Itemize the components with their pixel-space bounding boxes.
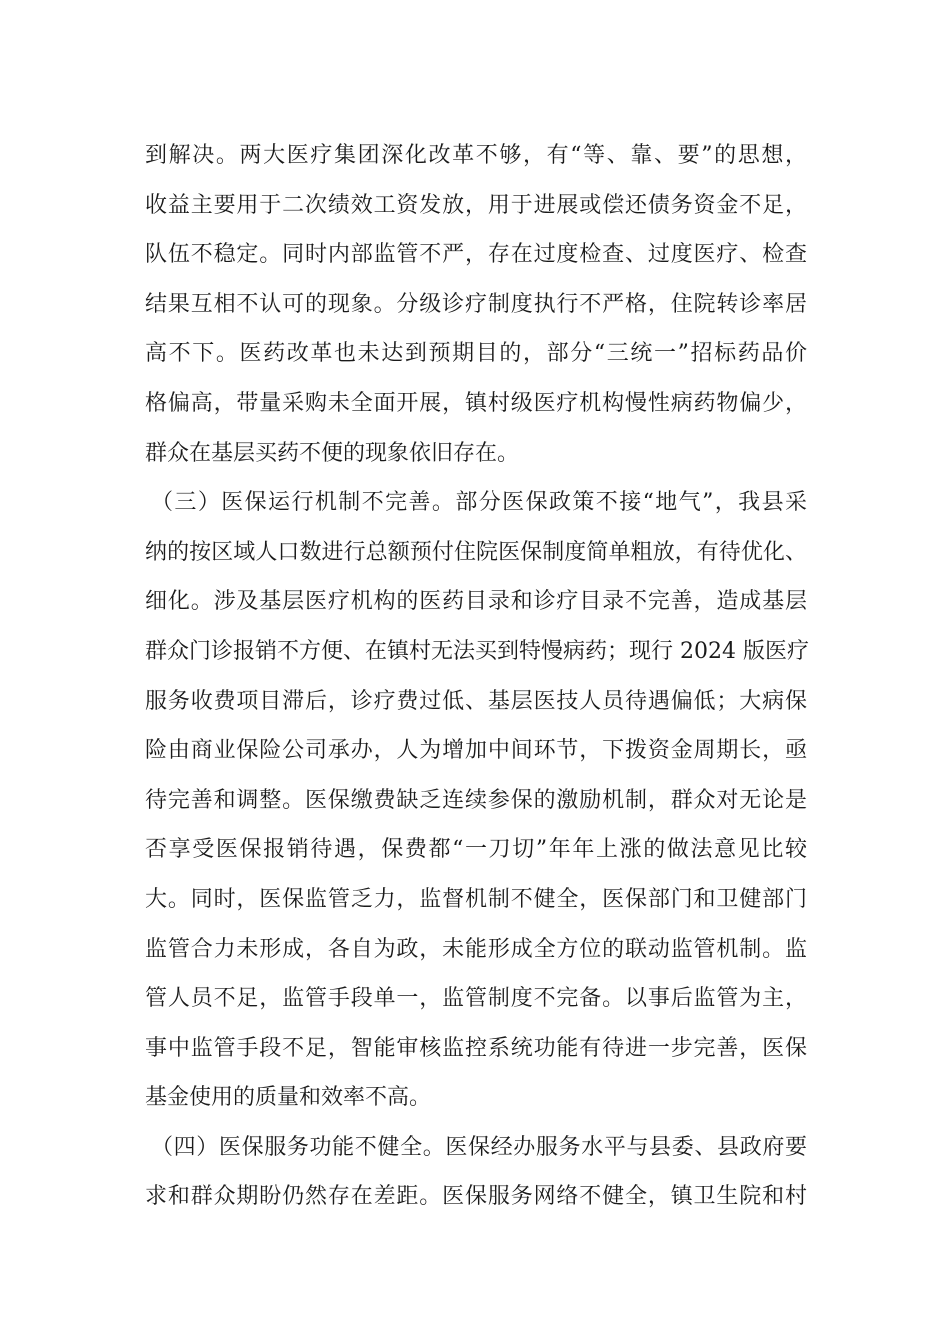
text-line: 群众在基层买药不便的现象依旧存在。	[145, 440, 520, 466]
text-line: 求和群众期盼仍然存在差距。医保服务网络不健全，镇卫生院和村	[145, 1184, 807, 1210]
text-line: 到解决。两大医疗集团深化改革不够，有“等、靠、要”的思想，	[145, 143, 807, 168]
text-line: 格偏高，带量采购未全面开展，镇村级医疗机构慢性病药物偏少，	[145, 390, 807, 416]
text-line: 群众门诊报销不方便、在镇村无法买到特慢病药；现行 2024 版医疗	[145, 638, 809, 664]
text-line: 基金使用的质量和效率不高。	[145, 1085, 432, 1111]
text-line: 管人员不足，监管手段单一，监管制度不完备。以事后监管为主，	[145, 986, 807, 1012]
document-page	[145, 131, 807, 1222]
text-line: 服务收费项目滞后，诊疗费过低、基层医技人员待遇偏低；大病保	[145, 688, 807, 714]
paragraph-3	[145, 1123, 807, 1222]
section-heading-line: （四）医保服务功能不健全。医保经办服务水平与县委、县政府要	[151, 1134, 807, 1160]
text-line: 细化。涉及基层医疗机构的医药目录和诊疗目录不完善，造成基层	[145, 589, 807, 615]
text-line: 事中监管手段不足，智能审核监控系统功能有待进一步完善，医保	[145, 1035, 807, 1061]
text-line: 纳的按区域人口数进行总额预付住院医保制度简单粗放，有待优化、	[145, 539, 807, 565]
text-line: 待完善和调整。医保缴费缺乏连续参保的激励机制，群众对无论是	[145, 787, 807, 813]
text-line: 监管合力未形成，各自为政，未能形成全方位的联动监管机制。监	[145, 936, 807, 962]
text-line: 结果互相不认可的现象。分级诊疗制度执行不严格，住院转诊率居	[145, 291, 807, 317]
paragraph-2	[145, 478, 807, 1123]
text-line: 收益主要用于二次绩效工资发放，用于进展或偿还债务资金不足，	[145, 192, 807, 218]
paragraph-1	[145, 131, 807, 478]
section-heading-line: （三）医保运行机制不完善。部分医保政策不接“地气”，我县采	[151, 490, 807, 516]
text-line: 否享受医保报销待遇，保费都“一刀切”年年上涨的做法意见比较	[145, 837, 807, 863]
text-line: 险由商业保险公司承办，人为增加中间环节，下拨资金周期长，亟	[145, 738, 807, 764]
text-line: 队伍不稳定。同时内部监管不严，存在过度检查、过度医疗、检查	[145, 242, 807, 268]
text-line: 高不下。医药改革也未达到预期目的，部分“三统一”招标药品价	[145, 341, 807, 367]
text-line: 大。同时，医保监管乏力，监督机制不健全，医保部门和卫健部门	[145, 886, 807, 912]
